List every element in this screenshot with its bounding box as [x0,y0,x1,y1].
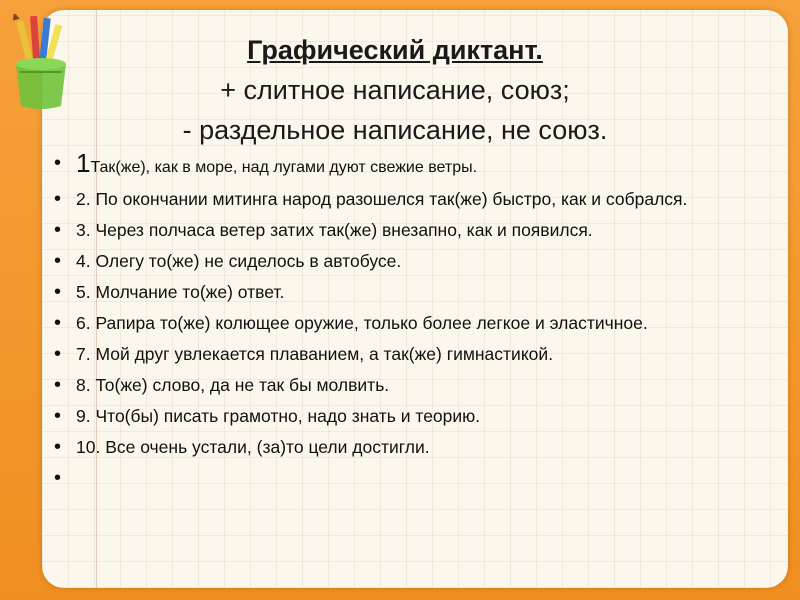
list-item: • 9. Что(бы) писать грамотно, надо знать и теорию. [48,403,748,429]
list-item: • 10. Все очень устали, (за)то цели достигли. [48,434,748,460]
item-number: 1 [76,148,91,178]
slide-title: Графический диктант. [247,35,543,65]
list-item: • 7. Мой друг увлекается плаванием, а так(же) гимнастикой. [48,341,748,367]
list-item: • 5. Молчание то(же) ответ. [48,279,748,305]
list-item: • 4. Олегу то(же) не сиделось в автобусе. [48,248,748,274]
slide-title-block [60,30,730,150]
dictation-list [48,150,748,465]
list-item [48,150,748,181]
list-item: • 3. Через полчаса ветер затих так(же) внезапно, как и появился. [48,217,748,243]
list-item: • 8. То(же) слово, да не так бы молвить. [48,372,748,398]
list-item: • 2. По окончании митинга народ разошелся так(же) быстро, как и собрался. [48,186,748,212]
rule-minus: - раздельное написание, не союз. [182,115,608,145]
list-item: • 6. Рапира то(же) колющее оружие, только более легкое и эластичное. [48,310,748,336]
rule-plus: + слитное написание, союз; [220,75,570,105]
item-text: Так(же), как в море, над лугами дуют свежие ветры. [90,159,478,176]
